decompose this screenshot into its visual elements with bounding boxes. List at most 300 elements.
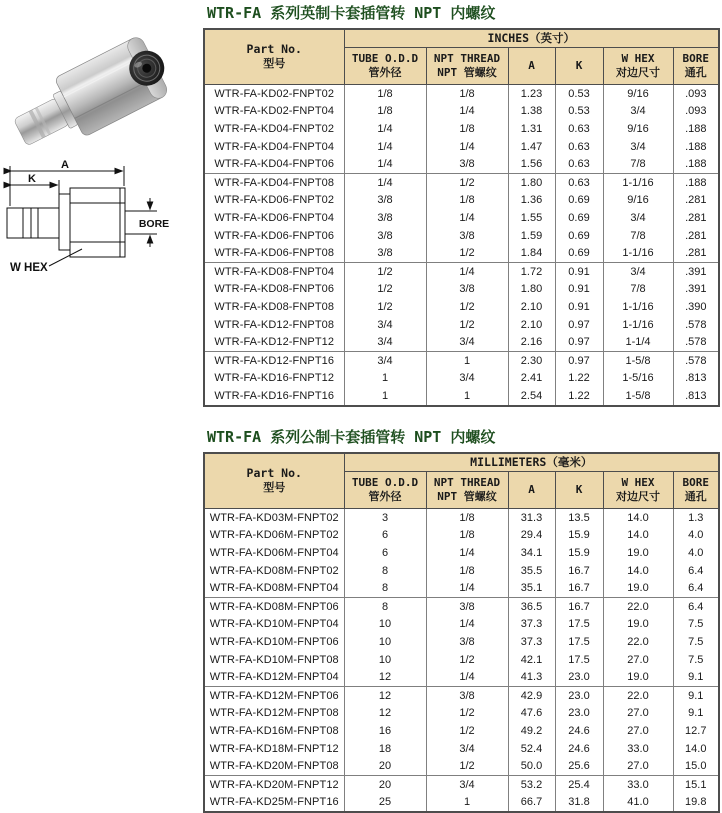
- spec-value-cell: 27.0: [603, 722, 673, 740]
- spec-value-cell: 10: [344, 633, 426, 651]
- part-no-cell: WTR-FA-KD02-FNPT02: [204, 85, 344, 103]
- spec-value-cell: 52.4: [508, 740, 555, 758]
- table-row: [204, 85, 719, 103]
- dim-label-bore: BORE: [138, 218, 170, 230]
- spec-table: [203, 28, 720, 407]
- spec-value-cell: 1/2: [426, 722, 508, 740]
- spec-value-cell: 25.4: [555, 775, 603, 793]
- spec-value-cell: 3/4: [344, 351, 426, 369]
- spec-value-cell: 1.23: [508, 85, 555, 103]
- spec-value-cell: 27.0: [603, 757, 673, 775]
- spec-value-cell: 1.36: [508, 192, 555, 210]
- spec-value-cell: 24.6: [555, 740, 603, 758]
- part-no-cell: WTR-FA-KD06M-FNPT04: [204, 544, 344, 562]
- spec-value-cell: 7.5: [673, 633, 719, 651]
- spec-value-cell: 15.0: [673, 757, 719, 775]
- spec-value-cell: 6.4: [673, 579, 719, 597]
- product-photo: [4, 4, 194, 156]
- spec-value-cell: 1-1/16: [603, 173, 673, 191]
- spec-value-cell: 1/2: [426, 173, 508, 191]
- unit-header: INCHES（英寸）: [344, 29, 719, 48]
- spec-value-cell: 23.0: [555, 705, 603, 723]
- spec-value-cell: 24.6: [555, 722, 603, 740]
- table-row: [204, 562, 719, 580]
- spec-value-cell: 17.5: [555, 651, 603, 669]
- spec-value-cell: 0.91: [555, 262, 603, 280]
- table-row: [204, 103, 719, 121]
- spec-value-cell: 7.5: [673, 616, 719, 634]
- table-row: [204, 298, 719, 316]
- spec-value-cell: 2.30: [508, 351, 555, 369]
- spec-value-cell: 3/4: [426, 775, 508, 793]
- spec-value-cell: 6: [344, 527, 426, 545]
- spec-value-cell: 1.3: [673, 509, 719, 527]
- spec-value-cell: 22.0: [603, 633, 673, 651]
- spec-value-cell: 0.63: [555, 120, 603, 138]
- spec-value-cell: 1/8: [426, 85, 508, 103]
- spec-value-cell: 1/2: [344, 262, 426, 280]
- spec-value-cell: 1/2: [426, 757, 508, 775]
- spec-value-cell: 15.1: [673, 775, 719, 793]
- spec-value-cell: 7.5: [673, 651, 719, 669]
- table-row: [204, 316, 719, 334]
- spec-value-cell: 22.0: [603, 597, 673, 615]
- spec-value-cell: 1/2: [426, 298, 508, 316]
- spec-value-cell: .188: [673, 120, 719, 138]
- spec-value-cell: 0.63: [555, 138, 603, 156]
- spec-value-cell: 12: [344, 686, 426, 704]
- spec-value-cell: 2.10: [508, 316, 555, 334]
- spec-value-cell: 3/4: [426, 333, 508, 351]
- unit-header: MILLIMETERS（毫米）: [344, 453, 719, 472]
- spec-value-cell: 1: [426, 387, 508, 406]
- spec-value-cell: 1: [426, 794, 508, 813]
- spec-value-cell: 20: [344, 775, 426, 793]
- part-no-cell: WTR-FA-KD08-FNPT06: [204, 281, 344, 299]
- part-no-header: Part No. 型号: [204, 453, 344, 509]
- spec-value-cell: 41.0: [603, 794, 673, 813]
- column-header: W HEX 对边尺寸: [603, 472, 673, 509]
- spec-value-cell: 0.53: [555, 85, 603, 103]
- table-row: [204, 192, 719, 210]
- spec-value-cell: 3/8: [426, 597, 508, 615]
- table-row: [204, 209, 719, 227]
- spec-value-cell: 3/8: [426, 227, 508, 245]
- spec-value-cell: 1/4: [426, 544, 508, 562]
- table-row: [204, 668, 719, 686]
- spec-value-cell: 3/4: [344, 316, 426, 334]
- part-no-cell: WTR-FA-KD12M-FNPT06: [204, 686, 344, 704]
- spec-value-cell: 1/4: [426, 668, 508, 686]
- part-no-cell: WTR-FA-KD25M-FNPT16: [204, 794, 344, 813]
- spec-value-cell: 53.2: [508, 775, 555, 793]
- table-row: [204, 387, 719, 406]
- spec-value-cell: 1/2: [344, 281, 426, 299]
- spec-value-cell: 0.97: [555, 333, 603, 351]
- spec-value-cell: .391: [673, 281, 719, 299]
- spec-value-cell: 1/8: [426, 562, 508, 580]
- spec-value-cell: 17.5: [555, 633, 603, 651]
- part-no-cell: WTR-FA-KD06-FNPT08: [204, 244, 344, 262]
- spec-value-cell: 1/8: [426, 509, 508, 527]
- spec-value-cell: 1/8: [344, 103, 426, 121]
- table-row: [204, 740, 719, 758]
- spec-value-cell: 12: [344, 705, 426, 723]
- spec-value-cell: 1/8: [344, 85, 426, 103]
- spec-value-cell: 1.31: [508, 120, 555, 138]
- part-no-cell: WTR-FA-KD10M-FNPT04: [204, 616, 344, 634]
- spec-value-cell: 6.4: [673, 597, 719, 615]
- spec-value-cell: 3/8: [344, 227, 426, 245]
- part-no-cell: WTR-FA-KD04-FNPT06: [204, 155, 344, 173]
- spec-value-cell: 3/8: [426, 155, 508, 173]
- spec-value-cell: 1.56: [508, 155, 555, 173]
- spec-value-cell: 1-5/8: [603, 351, 673, 369]
- part-no-cell: WTR-FA-KD04-FNPT08: [204, 173, 344, 191]
- column-header: NPT THREAD NPT 管螺纹: [426, 472, 508, 509]
- spec-value-cell: 17.5: [555, 616, 603, 634]
- table-row: [204, 579, 719, 597]
- table-row: [204, 527, 719, 545]
- spec-value-cell: 25: [344, 794, 426, 813]
- spec-value-cell: 37.3: [508, 633, 555, 651]
- spec-value-cell: 1/4: [426, 579, 508, 597]
- table-row: [204, 262, 719, 280]
- spec-value-cell: 1/4: [426, 103, 508, 121]
- column-header: A: [508, 472, 555, 509]
- table-row: [204, 686, 719, 704]
- spec-value-cell: 27.0: [603, 705, 673, 723]
- spec-value-cell: 0.97: [555, 351, 603, 369]
- part-no-cell: WTR-FA-KD16-FNPT16: [204, 387, 344, 406]
- spec-value-cell: .281: [673, 244, 719, 262]
- spec-value-cell: 3/8: [426, 686, 508, 704]
- spec-value-cell: 37.3: [508, 616, 555, 634]
- spec-value-cell: 1.38: [508, 103, 555, 121]
- spec-value-cell: 31.8: [555, 794, 603, 813]
- part-no-cell: WTR-FA-KD06-FNPT04: [204, 209, 344, 227]
- spec-value-cell: 42.9: [508, 686, 555, 704]
- dimension-diagram: [2, 160, 202, 282]
- column-header: BORE 通孔: [673, 472, 719, 509]
- spec-value-cell: .188: [673, 138, 719, 156]
- table-row: [204, 120, 719, 138]
- part-no-cell: WTR-FA-KD12-FNPT12: [204, 333, 344, 351]
- spec-value-cell: 2.41: [508, 370, 555, 388]
- spec-value-cell: 10: [344, 616, 426, 634]
- table-row: [204, 597, 719, 615]
- part-no-cell: WTR-FA-KD12-FNPT08: [204, 316, 344, 334]
- spec-value-cell: 1/2: [426, 244, 508, 262]
- part-no-cell: WTR-FA-KD10M-FNPT06: [204, 633, 344, 651]
- spec-value-cell: 0.53: [555, 103, 603, 121]
- table-row: [204, 794, 719, 813]
- spec-value-cell: 0.63: [555, 155, 603, 173]
- spec-value-cell: 23.0: [555, 686, 603, 704]
- spec-value-cell: 19.0: [603, 544, 673, 562]
- spec-value-cell: .093: [673, 103, 719, 121]
- spec-value-cell: 1/2: [344, 298, 426, 316]
- spec-value-cell: 1/4: [426, 262, 508, 280]
- spec-value-cell: 2.16: [508, 333, 555, 351]
- spec-value-cell: 47.6: [508, 705, 555, 723]
- spec-value-cell: 3/8: [344, 244, 426, 262]
- spec-value-cell: .578: [673, 316, 719, 334]
- spec-value-cell: .813: [673, 370, 719, 388]
- part-no-cell: WTR-FA-KD06M-FNPT02: [204, 527, 344, 545]
- column-header: NPT THREAD NPT 管螺纹: [426, 48, 508, 85]
- spec-value-cell: .281: [673, 227, 719, 245]
- spec-value-cell: 1/2: [426, 316, 508, 334]
- spec-value-cell: 1: [344, 370, 426, 388]
- table-row: [204, 370, 719, 388]
- table-row: [204, 722, 719, 740]
- spec-value-cell: 3/8: [426, 281, 508, 299]
- spec-value-cell: 3/8: [426, 633, 508, 651]
- spec-value-cell: 9.1: [673, 668, 719, 686]
- spec-value-cell: 1.84: [508, 244, 555, 262]
- spec-value-cell: .281: [673, 192, 719, 210]
- spec-value-cell: 8: [344, 562, 426, 580]
- spec-value-cell: 3: [344, 509, 426, 527]
- spec-value-cell: .188: [673, 155, 719, 173]
- part-no-cell: WTR-FA-KD04-FNPT04: [204, 138, 344, 156]
- spec-value-cell: 25.6: [555, 757, 603, 775]
- spec-value-cell: 0.91: [555, 281, 603, 299]
- table-row: [204, 509, 719, 527]
- spec-value-cell: 16: [344, 722, 426, 740]
- table-row: [204, 544, 719, 562]
- spec-value-cell: 16.7: [555, 579, 603, 597]
- column-header: K: [555, 472, 603, 509]
- spec-value-cell: 35.1: [508, 579, 555, 597]
- table-row: [204, 173, 719, 191]
- spec-value-cell: 1/2: [426, 651, 508, 669]
- spec-value-cell: 10: [344, 651, 426, 669]
- spec-value-cell: 1-1/16: [603, 298, 673, 316]
- spec-value-cell: 1/8: [426, 120, 508, 138]
- spec-value-cell: 1.80: [508, 281, 555, 299]
- spec-value-cell: 20: [344, 757, 426, 775]
- spec-value-cell: 1.80: [508, 173, 555, 191]
- part-no-cell: WTR-FA-KD06-FNPT06: [204, 227, 344, 245]
- part-no-cell: WTR-FA-KD20M-FNPT12: [204, 775, 344, 793]
- spec-value-cell: 49.2: [508, 722, 555, 740]
- dim-label-k: K: [28, 173, 36, 185]
- part-no-cell: WTR-FA-KD02-FNPT04: [204, 103, 344, 121]
- spec-value-cell: .813: [673, 387, 719, 406]
- table-row: [204, 138, 719, 156]
- metric-spec-table: [203, 452, 720, 813]
- spec-value-cell: 15.9: [555, 527, 603, 545]
- spec-value-cell: 1/4: [344, 138, 426, 156]
- spec-value-cell: 8: [344, 597, 426, 615]
- spec-value-cell: 50.0: [508, 757, 555, 775]
- spec-value-cell: 23.0: [555, 668, 603, 686]
- column-header: TUBE O.D.D 管外径: [344, 48, 426, 85]
- spec-value-cell: .578: [673, 351, 719, 369]
- spec-value-cell: 1/2: [426, 705, 508, 723]
- part-no-cell: WTR-FA-KD12-FNPT16: [204, 351, 344, 369]
- spec-value-cell: 3/4: [603, 209, 673, 227]
- spec-value-cell: 0.69: [555, 209, 603, 227]
- spec-value-cell: 1/4: [344, 155, 426, 173]
- spec-value-cell: 7/8: [603, 281, 673, 299]
- table-row: [204, 227, 719, 245]
- spec-value-cell: 1-5/16: [603, 370, 673, 388]
- spec-value-cell: 0.69: [555, 227, 603, 245]
- part-no-cell: WTR-FA-KD08M-FNPT04: [204, 579, 344, 597]
- part-no-cell: WTR-FA-KD03M-FNPT02: [204, 509, 344, 527]
- spec-value-cell: 3/4: [603, 262, 673, 280]
- spec-value-cell: 14.0: [603, 562, 673, 580]
- spec-value-cell: 66.7: [508, 794, 555, 813]
- table-row: [204, 281, 719, 299]
- spec-value-cell: 1: [426, 351, 508, 369]
- dim-label-whex: W HEX: [10, 262, 48, 274]
- table-row: [204, 775, 719, 793]
- part-no-cell: WTR-FA-KD16M-FNPT08: [204, 722, 344, 740]
- spec-value-cell: 1/4: [344, 120, 426, 138]
- spec-value-cell: 4.0: [673, 527, 719, 545]
- spec-value-cell: 27.0: [603, 651, 673, 669]
- part-no-cell: WTR-FA-KD18M-FNPT12: [204, 740, 344, 758]
- part-no-cell: WTR-FA-KD08M-FNPT02: [204, 562, 344, 580]
- spec-value-cell: 1/8: [426, 527, 508, 545]
- spec-value-cell: 18: [344, 740, 426, 758]
- spec-value-cell: 1.47: [508, 138, 555, 156]
- spec-value-cell: 1/4: [426, 616, 508, 634]
- spec-value-cell: 22.0: [603, 686, 673, 704]
- part-no-cell: WTR-FA-KD08-FNPT04: [204, 262, 344, 280]
- spec-value-cell: 3/4: [603, 138, 673, 156]
- part-no-cell: WTR-FA-KD04-FNPT02: [204, 120, 344, 138]
- spec-value-cell: 14.0: [673, 740, 719, 758]
- spec-value-cell: 12: [344, 668, 426, 686]
- part-no-cell: WTR-FA-KD12M-FNPT08: [204, 705, 344, 723]
- spec-value-cell: .391: [673, 262, 719, 280]
- spec-value-cell: 6: [344, 544, 426, 562]
- spec-value-cell: 9.1: [673, 686, 719, 704]
- spec-value-cell: 2.10: [508, 298, 555, 316]
- table-row: [204, 757, 719, 775]
- spec-value-cell: 9/16: [603, 85, 673, 103]
- spec-value-cell: 0.69: [555, 192, 603, 210]
- spec-value-cell: 42.1: [508, 651, 555, 669]
- spec-value-cell: 33.0: [603, 775, 673, 793]
- spec-value-cell: 12.7: [673, 722, 719, 740]
- spec-value-cell: 14.0: [603, 527, 673, 545]
- spec-value-cell: 3/4: [344, 333, 426, 351]
- spec-value-cell: 0.97: [555, 316, 603, 334]
- column-header: A: [508, 48, 555, 85]
- column-header: TUBE O.D.D 管外径: [344, 472, 426, 509]
- spec-value-cell: 1.55: [508, 209, 555, 227]
- spec-value-cell: 41.3: [508, 668, 555, 686]
- part-no-cell: WTR-FA-KD06-FNPT02: [204, 192, 344, 210]
- spec-value-cell: 1/4: [344, 173, 426, 191]
- spec-table: [203, 452, 720, 813]
- spec-value-cell: 0.69: [555, 244, 603, 262]
- spec-value-cell: 3/4: [426, 370, 508, 388]
- table-row: [204, 633, 719, 651]
- inch-table-title: WTR-FA 系列英制卡套插管转 NPT 内螺纹: [207, 4, 496, 22]
- spec-value-cell: 36.5: [508, 597, 555, 615]
- spec-value-cell: 1: [344, 387, 426, 406]
- spec-value-cell: 1/4: [426, 209, 508, 227]
- table-row: [204, 155, 719, 173]
- spec-value-cell: 0.63: [555, 173, 603, 191]
- spec-value-cell: 15.9: [555, 544, 603, 562]
- part-no-header: Part No. 型号: [204, 29, 344, 85]
- spec-value-cell: 14.0: [603, 509, 673, 527]
- spec-value-cell: 8: [344, 579, 426, 597]
- part-no-cell: WTR-FA-KD16-FNPT12: [204, 370, 344, 388]
- spec-value-cell: 1-1/16: [603, 316, 673, 334]
- spec-value-cell: 1.22: [555, 387, 603, 406]
- spec-value-cell: 1-5/8: [603, 387, 673, 406]
- spec-value-cell: .093: [673, 85, 719, 103]
- spec-value-cell: 3/4: [603, 103, 673, 121]
- part-no-cell: WTR-FA-KD08M-FNPT06: [204, 597, 344, 615]
- spec-value-cell: .281: [673, 209, 719, 227]
- spec-value-cell: 3/8: [344, 192, 426, 210]
- spec-value-cell: 9/16: [603, 120, 673, 138]
- table-row: [204, 616, 719, 634]
- spec-value-cell: 1-1/16: [603, 244, 673, 262]
- spec-value-cell: 1.22: [555, 370, 603, 388]
- spec-value-cell: 7/8: [603, 155, 673, 173]
- spec-value-cell: .390: [673, 298, 719, 316]
- part-no-cell: WTR-FA-KD10M-FNPT08: [204, 651, 344, 669]
- column-header: W HEX 对边尺寸: [603, 48, 673, 85]
- spec-value-cell: 35.5: [508, 562, 555, 580]
- table-row: [204, 333, 719, 351]
- spec-value-cell: 34.1: [508, 544, 555, 562]
- spec-value-cell: .188: [673, 173, 719, 191]
- spec-value-cell: 19.0: [603, 668, 673, 686]
- metric-table-title: WTR-FA 系列公制卡套插管转 NPT 内螺纹: [207, 428, 496, 446]
- spec-value-cell: 3/8: [344, 209, 426, 227]
- table-row: [204, 705, 719, 723]
- spec-value-cell: 9.1: [673, 705, 719, 723]
- spec-value-cell: 1.72: [508, 262, 555, 280]
- spec-value-cell: 7/8: [603, 227, 673, 245]
- spec-value-cell: 9/16: [603, 192, 673, 210]
- spec-value-cell: 3/4: [426, 740, 508, 758]
- spec-value-cell: 1/4: [426, 138, 508, 156]
- part-no-cell: WTR-FA-KD08-FNPT08: [204, 298, 344, 316]
- part-no-cell: WTR-FA-KD20M-FNPT08: [204, 757, 344, 775]
- spec-value-cell: 19.0: [603, 579, 673, 597]
- spec-value-cell: 2.54: [508, 387, 555, 406]
- spec-value-cell: 1/8: [426, 192, 508, 210]
- spec-value-cell: 6.4: [673, 562, 719, 580]
- spec-value-cell: 16.7: [555, 597, 603, 615]
- spec-value-cell: 29.4: [508, 527, 555, 545]
- column-header: K: [555, 48, 603, 85]
- part-no-cell: WTR-FA-KD12M-FNPT04: [204, 668, 344, 686]
- column-header: BORE 通孔: [673, 48, 719, 85]
- inch-spec-table: [203, 28, 720, 407]
- spec-value-cell: 1.59: [508, 227, 555, 245]
- spec-value-cell: 13.5: [555, 509, 603, 527]
- spec-value-cell: 0.91: [555, 298, 603, 316]
- spec-value-cell: 16.7: [555, 562, 603, 580]
- table-row: [204, 244, 719, 262]
- spec-value-cell: .578: [673, 333, 719, 351]
- spec-value-cell: 4.0: [673, 544, 719, 562]
